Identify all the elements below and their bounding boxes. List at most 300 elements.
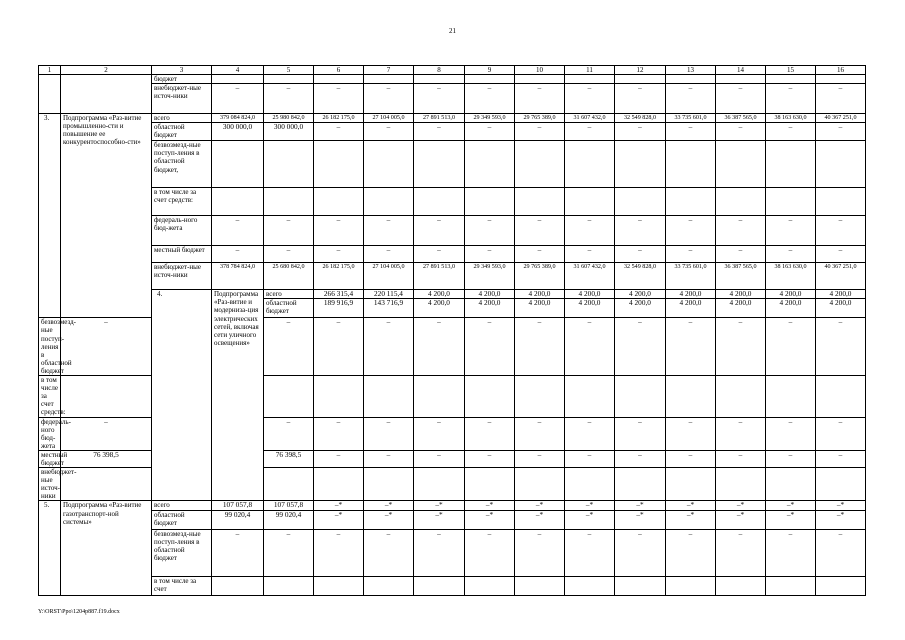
amount-cell: – (615, 216, 666, 246)
amount-cell: –* (565, 510, 615, 529)
amount-cell: 300 000,0 (264, 123, 314, 141)
amount-cell (565, 376, 615, 417)
amount-cell: – (615, 84, 666, 114)
amount-cell: – (716, 450, 766, 467)
amount-cell: – (314, 216, 364, 246)
amount-cell: –* (615, 510, 666, 529)
amount-cell: – (565, 417, 615, 450)
amount-cell: – (364, 417, 414, 450)
column-header: 4 (212, 66, 264, 75)
amount-cell: 4 200,0 (515, 290, 565, 299)
amount-cell: – (816, 450, 866, 467)
table-row (39, 510, 866, 529)
amount-cell (465, 188, 515, 216)
funding-source: всего (152, 501, 212, 510)
amount-cell: –* (414, 501, 465, 510)
amount-cell: 29 349 593,0 (465, 263, 515, 290)
amount-cell: – (465, 84, 515, 114)
amount-cell: – (766, 417, 816, 450)
amount-cell (666, 188, 716, 216)
amount-cell: 25 980 842,0 (264, 114, 314, 123)
amount-cell: 4 200,0 (716, 290, 766, 299)
column-header: 13 (666, 66, 716, 75)
amount-cell: – (816, 84, 866, 114)
amount-cell: – (766, 216, 816, 246)
program-name: Подпрограмма «Раз-витие промышленно-сти и повышение ее конкурентоспособно-сти» (61, 114, 152, 318)
amount-cell (465, 468, 515, 501)
amount-cell (414, 376, 465, 417)
amount-cell: – (565, 318, 615, 376)
amount-cell (364, 141, 414, 188)
amount-cell: – (414, 417, 465, 450)
amount-cell: – (264, 417, 314, 450)
amount-cell: 4 200,0 (666, 290, 716, 299)
amount-cell (515, 376, 565, 417)
amount-cell: – (766, 84, 816, 114)
amount-cell (615, 141, 666, 188)
column-header: 15 (766, 66, 816, 75)
column-header: 1 (39, 66, 61, 75)
amount-cell (766, 468, 816, 501)
amount-cell: –* (666, 501, 716, 510)
funding-source: всего (264, 290, 314, 299)
amount-cell (515, 576, 565, 595)
amount-cell (364, 188, 414, 216)
column-header: 10 (515, 66, 565, 75)
amount-cell: – (364, 318, 414, 376)
amount-cell: 4 200,0 (565, 290, 615, 299)
amount-cell: – (465, 246, 515, 263)
amount-cell (615, 576, 666, 595)
amount-cell: 4 200,0 (565, 299, 615, 318)
table-row (39, 216, 866, 246)
amount-cell: – (61, 417, 152, 450)
column-header: 8 (414, 66, 465, 75)
amount-cell: 266 315,4 (314, 290, 364, 299)
amount-cell: 4 200,0 (816, 299, 866, 318)
amount-cell: 107 057,8 (212, 501, 264, 510)
amount-cell (615, 188, 666, 216)
amount-cell: 4 200,0 (615, 299, 666, 318)
amount-cell: – (766, 529, 816, 576)
funding-source: федераль-ного бюд-жета (39, 417, 61, 450)
amount-cell: 76 398,5 (264, 450, 314, 467)
amount-cell: –* (766, 501, 816, 510)
amount-cell: – (314, 84, 364, 114)
amount-cell: – (515, 246, 565, 263)
amount-cell (666, 376, 716, 417)
amount-cell (816, 576, 866, 595)
amount-cell: – (364, 450, 414, 467)
amount-cell: – (212, 216, 264, 246)
amount-cell: – (565, 84, 615, 114)
amount-cell: 26 182 175,0 (314, 114, 364, 123)
amount-cell: – (264, 246, 314, 263)
row-number: 5. (39, 501, 61, 595)
funding-source: бюджет (152, 75, 212, 84)
budget-table (38, 65, 866, 596)
amount-cell: – (816, 246, 866, 263)
amount-cell (414, 468, 465, 501)
amount-cell (364, 468, 414, 501)
amount-cell: 29 349 593,0 (465, 114, 515, 123)
amount-cell: 4 200,0 (766, 290, 816, 299)
amount-cell: – (615, 318, 666, 376)
column-header: 2 (61, 66, 152, 75)
amount-cell: –* (716, 510, 766, 529)
amount-cell: 4 200,0 (716, 299, 766, 318)
amount-cell: 378 784 824,0 (212, 263, 264, 290)
amount-cell: – (565, 529, 615, 576)
amount-cell: 27 104 005,0 (364, 263, 414, 290)
amount-cell (212, 576, 264, 595)
amount-cell: 4 200,0 (816, 290, 866, 299)
amount-cell (515, 188, 565, 216)
amount-cell: 27 104 005,0 (364, 114, 414, 123)
column-header-row (39, 66, 866, 75)
amount-cell: – (414, 123, 465, 141)
amount-cell (465, 376, 515, 417)
amount-cell (716, 468, 766, 501)
funding-source: областной бюджет (152, 510, 212, 529)
amount-cell: – (666, 123, 716, 141)
amount-cell (565, 468, 615, 501)
amount-cell: – (465, 123, 515, 141)
page-number: 21 (449, 27, 456, 35)
amount-cell: – (465, 529, 515, 576)
column-header: 14 (716, 66, 766, 75)
amount-cell: –* (314, 510, 364, 529)
amount-cell (314, 468, 364, 501)
amount-cell (766, 376, 816, 417)
amount-cell (716, 188, 766, 216)
amount-cell (264, 188, 314, 216)
amount-cell: – (364, 123, 414, 141)
amount-cell: – (816, 318, 866, 376)
amount-cell: – (515, 123, 565, 141)
row-number (39, 75, 61, 114)
amount-cell: 32 549 828,0 (615, 114, 666, 123)
amount-cell: –* (465, 510, 515, 529)
amount-cell: – (766, 318, 816, 376)
row-number: 3. (39, 114, 61, 318)
amount-cell: 300 000,0 (212, 123, 264, 141)
column-header: 11 (565, 66, 615, 75)
column-header: 16 (816, 66, 866, 75)
amount-cell: – (565, 123, 615, 141)
funding-source: областной бюджет (152, 123, 212, 141)
amount-cell: – (816, 216, 866, 246)
amount-cell: – (61, 318, 152, 376)
amount-cell: – (666, 318, 716, 376)
amount-cell (364, 576, 414, 595)
amount-cell: 40 367 251,0 (816, 263, 866, 290)
amount-cell (716, 376, 766, 417)
amount-cell: – (565, 246, 615, 263)
amount-cell: – (414, 84, 465, 114)
amount-cell: –* (816, 510, 866, 529)
table-row (39, 188, 866, 216)
amount-cell: – (515, 84, 565, 114)
amount-cell: – (515, 529, 565, 576)
funding-source: всего (152, 114, 212, 123)
amount-cell: – (565, 450, 615, 467)
amount-cell: – (515, 417, 565, 450)
amount-cell (212, 141, 264, 188)
amount-cell: 4 200,0 (615, 290, 666, 299)
amount-cell (615, 376, 666, 417)
amount-cell (816, 376, 866, 417)
amount-cell: 36 387 565,0 (716, 114, 766, 123)
amount-cell: 189 916,9 (314, 299, 364, 318)
amount-cell (766, 141, 816, 188)
amount-cell: – (314, 318, 364, 376)
table-row (39, 263, 866, 290)
table-row (39, 123, 866, 141)
amount-cell (414, 188, 465, 216)
amount-cell: – (414, 216, 465, 246)
amount-cell (716, 576, 766, 595)
amount-cell (414, 141, 465, 188)
amount-cell: 4 200,0 (515, 299, 565, 318)
amount-cell: 27 891 513,0 (414, 263, 465, 290)
column-header: 12 (615, 66, 666, 75)
funding-source: внебюджет-ные источ-ники (39, 468, 61, 501)
amount-cell (816, 141, 866, 188)
amount-cell: 4 200,0 (666, 299, 716, 318)
table-row (39, 576, 866, 595)
amount-cell: – (212, 246, 264, 263)
amount-cell: –* (515, 501, 565, 510)
amount-cell: –* (465, 501, 515, 510)
amount-cell (615, 468, 666, 501)
amount-cell: – (666, 417, 716, 450)
amount-cell: – (615, 529, 666, 576)
amount-cell (565, 576, 615, 595)
program-name (61, 75, 152, 114)
amount-cell: – (515, 450, 565, 467)
amount-cell: 31 607 432,0 (565, 263, 615, 290)
amount-cell: – (314, 417, 364, 450)
funding-source: внебюджет-ные источ-ники (152, 84, 212, 114)
amount-cell: –* (816, 501, 866, 510)
funding-source: внебюджет-ные источ-ники (152, 263, 212, 290)
amount-cell (314, 141, 364, 188)
amount-cell: –* (364, 501, 414, 510)
amount-cell (465, 576, 515, 595)
amount-cell: 379 084 824,0 (212, 114, 264, 123)
amount-cell: – (666, 450, 716, 467)
funding-source: в том числе за счет средств: (152, 188, 212, 216)
funding-source: областной бюджет (264, 299, 314, 318)
amount-cell (264, 141, 314, 188)
amount-cell: – (666, 216, 716, 246)
amount-cell: – (414, 246, 465, 263)
column-header: 6 (314, 66, 364, 75)
amount-cell: – (615, 246, 666, 263)
amount-cell: – (465, 450, 515, 467)
file-path-footer: Y:\ORST\Ppo\1204p887.f19.docx (38, 609, 120, 615)
amount-cell: – (264, 318, 314, 376)
amount-cell: – (615, 123, 666, 141)
program-name: Подпрограмма «Раз-витие и модерниза-ция электрических сетей, включая сети уличного освещения» (212, 290, 264, 501)
amount-cell: – (666, 529, 716, 576)
amount-cell: –* (716, 501, 766, 510)
amount-cell: – (766, 246, 816, 263)
amount-cell: – (515, 216, 565, 246)
amount-cell: – (465, 216, 515, 246)
amount-cell: – (264, 529, 314, 576)
amount-cell: 4 200,0 (465, 290, 515, 299)
amount-cell (264, 576, 314, 595)
amount-cell (314, 576, 364, 595)
funding-source: безвозмезд-ные поступ-ления в областной бюджет (39, 318, 61, 376)
amount-cell (212, 188, 264, 216)
amount-cell: – (264, 216, 314, 246)
amount-cell (264, 376, 314, 417)
amount-cell: – (766, 123, 816, 141)
amount-cell: 25 680 842,0 (264, 263, 314, 290)
amount-cell: –* (766, 510, 816, 529)
amount-cell: –* (615, 501, 666, 510)
amount-cell: 33 735 601,0 (666, 114, 716, 123)
amount-cell: – (766, 450, 816, 467)
amount-cell: 29 765 389,0 (515, 114, 565, 123)
amount-cell: – (716, 529, 766, 576)
funding-source: местный бюджет (152, 246, 212, 263)
amount-cell: – (465, 318, 515, 376)
amount-cell: – (264, 84, 314, 114)
amount-cell: – (716, 417, 766, 450)
amount-cell: 36 387 565,0 (716, 263, 766, 290)
amount-cell: 143 716,9 (364, 299, 414, 318)
amount-cell (666, 576, 716, 595)
amount-cell: –* (414, 510, 465, 529)
amount-cell (666, 468, 716, 501)
table-row (39, 141, 866, 188)
amount-cell (314, 188, 364, 216)
column-header: 9 (465, 66, 515, 75)
funding-source: в том числе за счет (152, 576, 212, 595)
amount-cell: –* (364, 510, 414, 529)
amount-cell: – (364, 216, 414, 246)
amount-cell: –* (565, 501, 615, 510)
funding-source: федераль-ного бюд-жета (152, 216, 212, 246)
amount-cell: – (816, 529, 866, 576)
amount-cell: – (716, 318, 766, 376)
row-number: 4. (152, 290, 212, 501)
amount-cell: 4 200,0 (414, 299, 465, 318)
amount-cell: 4 200,0 (465, 299, 515, 318)
amount-cell: 4 200,0 (766, 299, 816, 318)
amount-cell: – (716, 246, 766, 263)
amount-cell (364, 376, 414, 417)
amount-cell: 38 163 630,0 (766, 263, 816, 290)
amount-cell: 76 398,5 (61, 450, 152, 467)
funding-source: безвозмезд-ные поступ-ления в областной бюджет (152, 529, 212, 576)
amount-cell (414, 576, 465, 595)
amount-cell (766, 576, 816, 595)
amount-cell: – (414, 529, 465, 576)
amount-cell: – (314, 123, 364, 141)
amount-cell: 99 020,4 (264, 510, 314, 529)
amount-cell: – (565, 216, 615, 246)
amount-cell: – (816, 417, 866, 450)
table-row (39, 84, 866, 114)
amount-cell: – (314, 450, 364, 467)
table-row (39, 529, 866, 576)
amount-cell: – (465, 417, 515, 450)
amount-cell: – (364, 84, 414, 114)
amount-cell: – (212, 84, 264, 114)
amount-cell: – (212, 529, 264, 576)
funding-source: в том числе за счет средств: (39, 376, 61, 417)
amount-cell (314, 376, 364, 417)
amount-cell: –* (666, 510, 716, 529)
column-header: 3 (152, 66, 212, 75)
amount-cell (766, 188, 816, 216)
amount-cell (816, 468, 866, 501)
amount-cell: – (615, 450, 666, 467)
amount-cell: – (364, 529, 414, 576)
amount-cell (465, 141, 515, 188)
amount-cell: 26 182 175,0 (314, 263, 364, 290)
amount-cell: – (515, 318, 565, 376)
amount-cell: 107 057,8 (264, 501, 314, 510)
amount-cell: – (414, 450, 465, 467)
amount-cell (264, 468, 314, 501)
amount-cell (515, 468, 565, 501)
amount-cell: – (816, 123, 866, 141)
amount-cell: – (615, 417, 666, 450)
amount-cell: 29 765 389,0 (515, 263, 565, 290)
amount-cell (565, 141, 615, 188)
amount-cell: –* (314, 501, 364, 510)
amount-cell (816, 188, 866, 216)
amount-cell (666, 141, 716, 188)
amount-cell: – (364, 246, 414, 263)
program-name: Подпрограмма «Раз-витие газотранспорт-ной системы» (61, 501, 152, 595)
amount-cell: 38 163 630,0 (766, 114, 816, 123)
funding-source: безвозмезд-ные поступ-ления в областной бюджет, (152, 141, 212, 188)
amount-cell: 32 549 828,0 (615, 263, 666, 290)
funding-source: местный бюджет (39, 450, 61, 467)
amount-cell: 27 891 513,0 (414, 114, 465, 123)
amount-cell: 40 367 251,0 (816, 114, 866, 123)
amount-cell: – (414, 318, 465, 376)
amount-cell: 99 020,4 (212, 510, 264, 529)
amount-cell: 220 115,4 (364, 290, 414, 299)
amount-cell: – (666, 246, 716, 263)
amount-cell: – (716, 84, 766, 114)
amount-cell: 33 735 601,0 (666, 263, 716, 290)
amount-cell: – (314, 529, 364, 576)
amount-cell: 31 607 432,0 (565, 114, 615, 123)
amount-cell: 4 200,0 (414, 290, 465, 299)
amount-cell (61, 376, 152, 417)
amount-cell: – (716, 216, 766, 246)
table-row (39, 246, 866, 263)
amount-cell: –* (515, 510, 565, 529)
column-header: 7 (364, 66, 414, 75)
table-row (39, 501, 866, 510)
amount-cell (515, 141, 565, 188)
amount-cell: – (314, 246, 364, 263)
amount-cell: – (716, 123, 766, 141)
amount-cell (565, 188, 615, 216)
amount-cell (716, 141, 766, 188)
amount-cell: – (666, 84, 716, 114)
